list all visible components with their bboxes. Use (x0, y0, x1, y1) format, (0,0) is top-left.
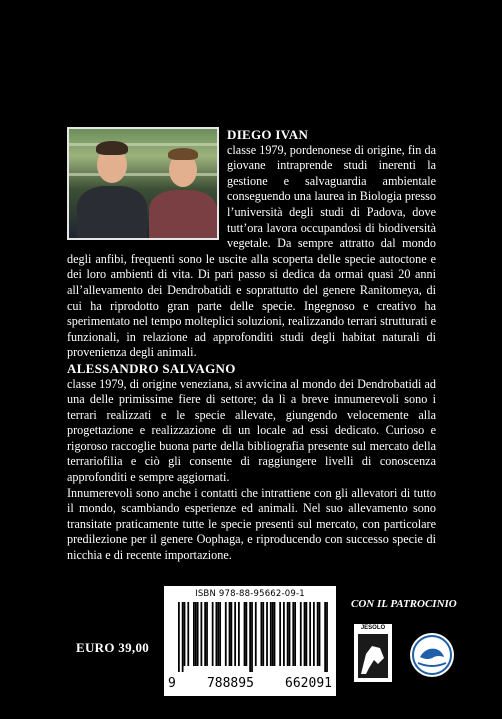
barcode-bar (238, 602, 240, 666)
barcode-bar (219, 602, 221, 666)
barcode-bar (324, 602, 326, 672)
authors-bios (67, 127, 436, 564)
barcode-bars (178, 602, 328, 672)
author-bio-alessandro-2: Innumerevoli sono anche i contatti che intrattiene con gli allevatori di tutto il mondo, scambiando esperienze ed animali. Nel suo allevamento sono transitate praticamente tutte le specie presenti sul mercato, con particolare predilezione per il genere Oophaga, e riproducendo con successo specie di nicchia e di recente importazione. (67, 485, 436, 563)
barcode-bar (313, 602, 315, 666)
barcode-bar (319, 602, 321, 666)
barcode-bar (244, 602, 246, 666)
barcode-digit-group-2: 662091 (285, 676, 332, 691)
barcode-bar (272, 602, 274, 666)
barcode-bar (270, 602, 272, 666)
barcode-bar (261, 602, 263, 666)
barcode-bar (217, 602, 219, 666)
barcode-bar (294, 602, 296, 666)
barcode-bar (204, 602, 206, 666)
author-bio-alessandro: classe 1979, di origine veneziana, si avvicina al mondo dei Dendrobatidi ad una delle primissime fiere di settore; da lì a breve innumerevoli sono i terrari realizzati e le specie allevate, giungendo velocemente alla progettazione e realizzazione di un locale ad essi dedicato. Curioso e rigoroso raccoglie buona parte della bibliografia presente sul mercato della terrariofilia e ciò gli consente di raggiungere livelli di conoscenza approfonditi e sempre aggiornati. (67, 376, 436, 485)
barcode-bar (187, 602, 189, 666)
association-logo (410, 633, 454, 677)
barcode-bar (292, 602, 294, 666)
barcode-digits (168, 676, 332, 691)
barcode-bar (231, 602, 233, 666)
barcode-bar (309, 602, 311, 666)
barcode-bar (266, 602, 268, 666)
barcode-bar (306, 602, 308, 666)
barcode-bar (195, 602, 197, 666)
barcode-bar (255, 602, 257, 666)
barcode-bar (184, 602, 186, 666)
isbn-barcode (164, 586, 336, 696)
barcode-bar (274, 602, 276, 666)
barcode-bar (201, 602, 203, 666)
frog-silhouette-icon (354, 624, 392, 682)
barcode-bar (182, 602, 184, 672)
patronage-label: CON IL PATROCINIO (351, 598, 457, 610)
jesolo-logo (354, 624, 392, 682)
author-name-diego: DIEGO IVAN (227, 127, 309, 142)
barcode-bar (234, 602, 236, 666)
barcode-bar (289, 602, 291, 666)
barcode-bar (178, 602, 180, 672)
jesolo-logo-text: JESOLO (360, 625, 386, 631)
barcode-bar (216, 602, 218, 666)
barcode-bar (283, 602, 285, 666)
barcode-bar (300, 602, 302, 666)
barcode-bar (229, 602, 231, 666)
barcode-digit-group-1: 788895 (206, 676, 254, 691)
barcode-bar (193, 602, 195, 666)
isbn-label: ISBN 978-88-95662-09-1 (195, 589, 305, 599)
barcode-digit-lead: 9 (168, 676, 176, 691)
barcode-bar (206, 602, 208, 666)
dolphin-emblem-icon (410, 633, 454, 677)
barcode-bar (212, 602, 214, 666)
barcode-bar (317, 602, 319, 666)
barcode-bar (262, 602, 264, 666)
barcode-bar (197, 602, 199, 666)
barcode-bar (279, 602, 281, 666)
barcode-bar (251, 602, 253, 672)
barcode-bar (225, 602, 227, 666)
barcode-bar (326, 602, 328, 672)
author-name-alessandro: ALESSANDRO SALVAGNO (67, 360, 236, 376)
price: EURO 39,00 (76, 640, 150, 655)
barcode-bar (249, 602, 251, 672)
barcode-bar (304, 602, 306, 666)
author-bio-diego: classe 1979, pordenonese di origine, fin da giovane intraprende studi inerenti la gestione e salvaguardia ambientale conseguendo una laurea in Biologia presso l’università degli studi di Padova, dove tutt’ora lavora occupandosi di biodiversità vegetale. Da sempre attratto dal mondo degli anfibi, frequenti sono le uscite alla scoperta delle specie autoctone e dei loro ambienti di vita. Di pari passo si dedica da ormai quasi 20 anni all’allevamento dei Dendrobatidi e soprattutto del genere Ranitomeya, di cui ha riprodotto gran parte delle specie. Ingegnoso e creativo ha sperimentato nel tempo molteplici soluzioni, realizzando terrari strutturati e funzionali, in relazione ad approfonditi studi degli habitat naturali di provenienza degli animali. (67, 142, 436, 360)
barcode-bar (246, 602, 248, 666)
barcode-bar (287, 602, 289, 666)
